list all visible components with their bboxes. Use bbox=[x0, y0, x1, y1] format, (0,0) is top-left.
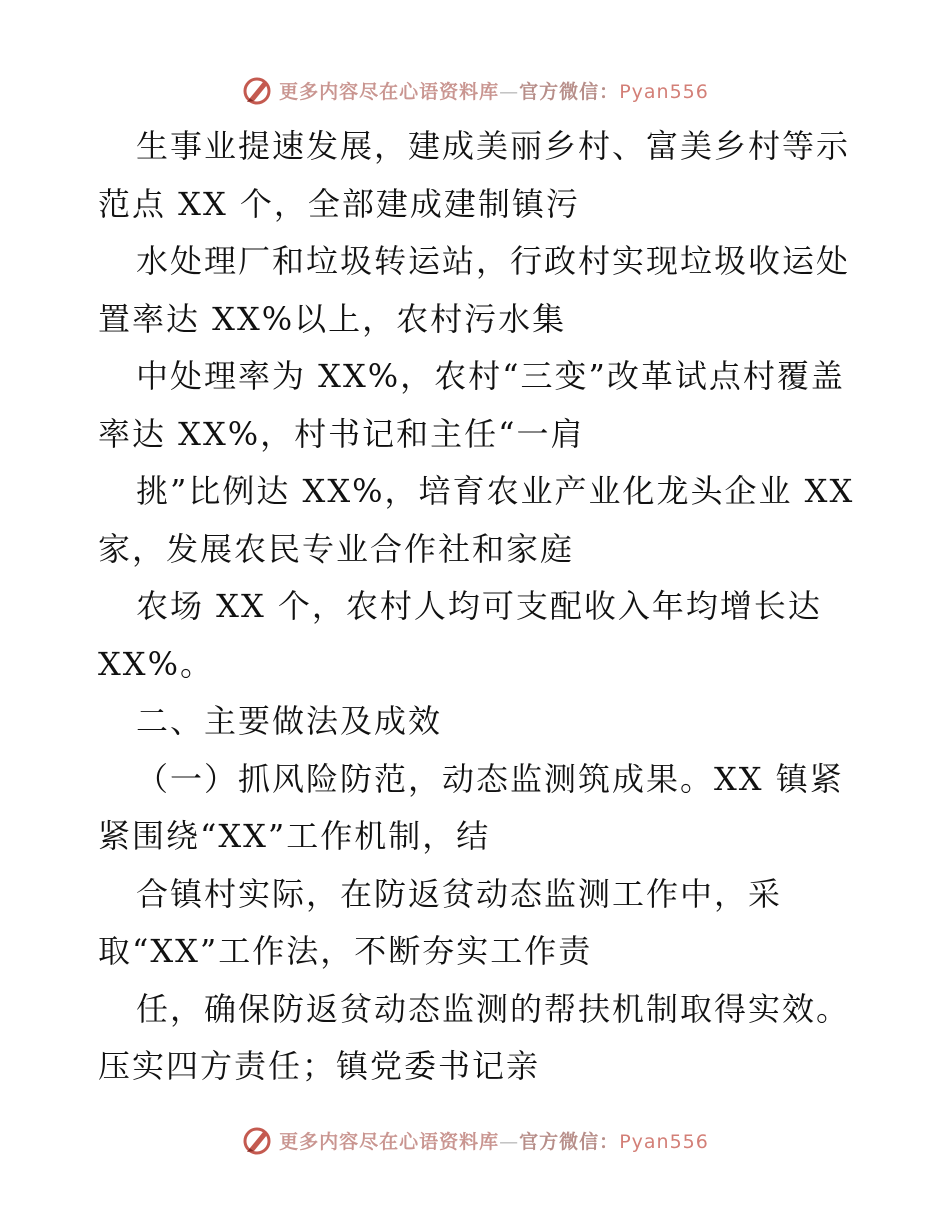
section-heading: 二、主要做法及成效 bbox=[136, 702, 443, 740]
footer-watermark bbox=[0, 1120, 950, 1160]
body-line: （一）抓风险防范，动态监测筑成果。XX 镇紧 bbox=[136, 759, 844, 798]
watermark-brand: 更多内容尽在心语资料库 bbox=[279, 80, 500, 103]
body-line: 水处理厂和垃圾转运站，行政村实现垃圾收运处 bbox=[136, 242, 851, 280]
body-line: 家，发展农民专业合作社和家庭 bbox=[98, 529, 575, 568]
body-line: 置率达 XX%以上，农村污水集 bbox=[98, 299, 567, 338]
pen-logo-icon bbox=[241, 74, 273, 106]
body-line: 农场 XX 个，农村人均可支配收入年均增长达 bbox=[136, 587, 822, 625]
body-line: 率达 XX%，村书记和主任“一肩 bbox=[98, 414, 585, 453]
body-line: 紧围绕“XX”工作机制，结 bbox=[98, 817, 491, 855]
header-watermark bbox=[0, 70, 950, 110]
body-line: 取“XX”工作法，不断夯实工作责 bbox=[98, 932, 593, 970]
body-line: 挑”比例达 XX%，培育农业产业化龙头企业 XX bbox=[136, 472, 855, 510]
watermark-official: 官方微信： bbox=[519, 80, 620, 103]
pen-logo-icon bbox=[241, 1124, 273, 1156]
body-line: 合镇村实际，在防返贫动态监测工作中，采 bbox=[136, 874, 783, 913]
watermark-account: Pyan556 bbox=[619, 1130, 709, 1153]
watermark-account: Pyan556 bbox=[619, 80, 709, 103]
watermark-official: 官方微信： bbox=[519, 1130, 620, 1153]
watermark-text bbox=[279, 77, 709, 104]
watermark-brand: 更多内容尽在心语资料库 bbox=[279, 1130, 500, 1153]
watermark-dash: — bbox=[499, 1130, 520, 1153]
body-line: 生事业提速发展，建成美丽乡村、富美乡村等示 bbox=[136, 127, 851, 165]
body-line: 压实四方责任；镇党委书记亲 bbox=[98, 1047, 541, 1085]
body-line: 中处理率为 XX%，农村“三变”改革试点村覆盖 bbox=[136, 357, 845, 395]
body-line: XX%。 bbox=[98, 644, 214, 683]
body-line: 范点 XX 个，全部建成建制镇污 bbox=[98, 184, 580, 223]
watermark-dash: — bbox=[499, 80, 520, 103]
document-body bbox=[98, 118, 858, 1096]
body-line: 任，确保防返贫动态监测的帮扶机制取得实效。 bbox=[136, 989, 851, 1028]
watermark-text bbox=[279, 1127, 709, 1154]
